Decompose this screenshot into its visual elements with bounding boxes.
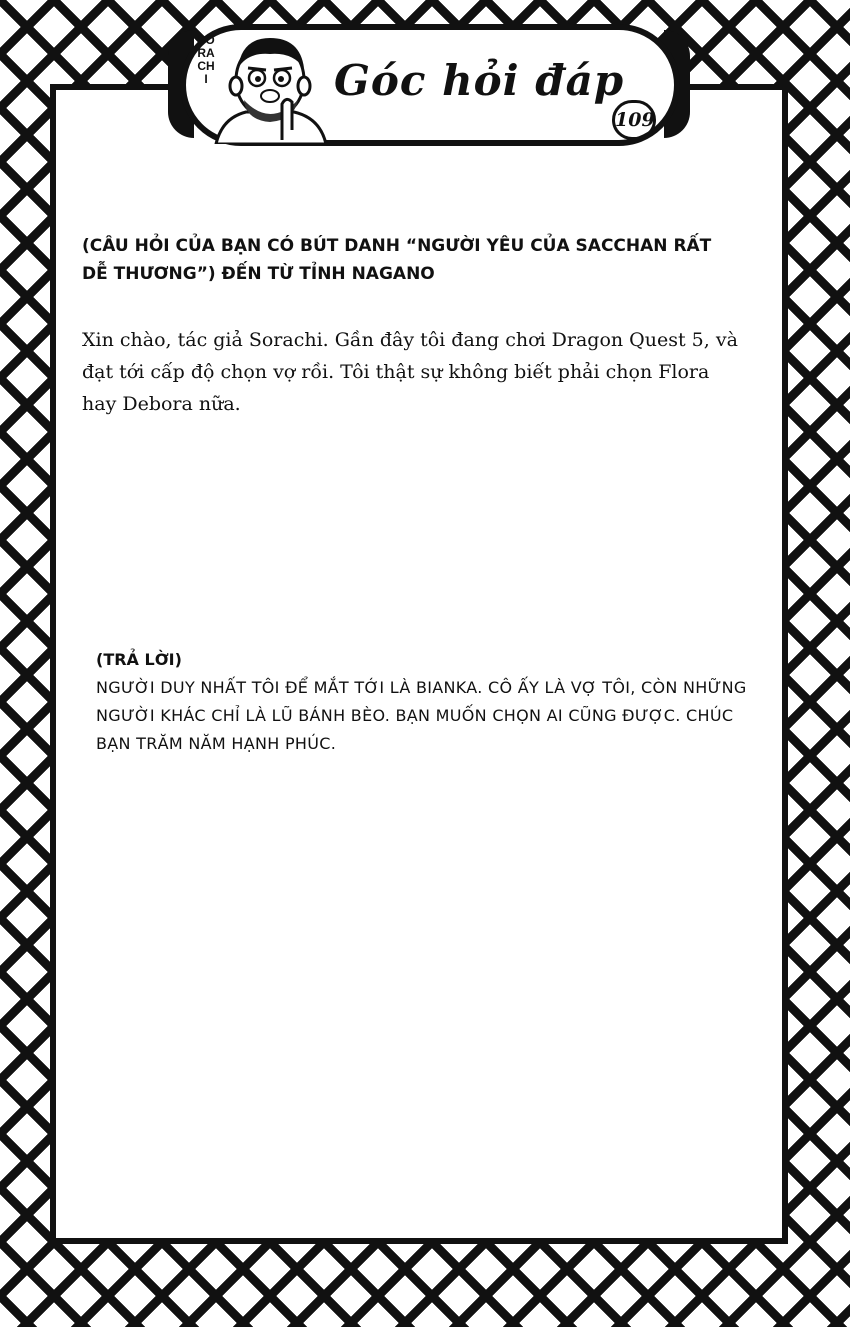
author-label: SORACHI [197, 33, 215, 86]
sorachi-gorilla-avatar-icon [212, 30, 328, 144]
question-header: (CÂU HỎI CỦA BẠN CÓ BÚT DANH “NGƯỜI YÊU CỦA SACCHAN RẤT DỄ THƯƠNG”) ĐẾN TỪ TỈNH NAGANO [82, 236, 712, 284]
page-title: Góc hỏi đáp [334, 56, 625, 105]
answer-header: (TRẢ LỜI) [96, 650, 182, 669]
page-number: 109 [612, 100, 656, 140]
question-body: Xin chào, tác giả Sorachi. Gần đây tôi đang chơi Dragon Quest 5, và đạt tới cấp độ chọn vợ rồi. Tôi thật sự không biết phải chọn Flora hay Debora nữa. [82, 329, 738, 415]
answer-body: NGƯỜI DUY NHẤT TÔI ĐỂ MẮT TỚI LÀ BIANKA. CÔ ẤY LÀ VỢ TÔI, CÒN NHỮNG NGƯỜI KHÁC CHỈ LÀ LŨ BÁNH BÈO. BẠN MUỐN CHỌN AI CŨNG ĐƯỢC. CHÚC BẠN TRĂM NĂM HẠNH PHÚC. [96, 678, 747, 753]
